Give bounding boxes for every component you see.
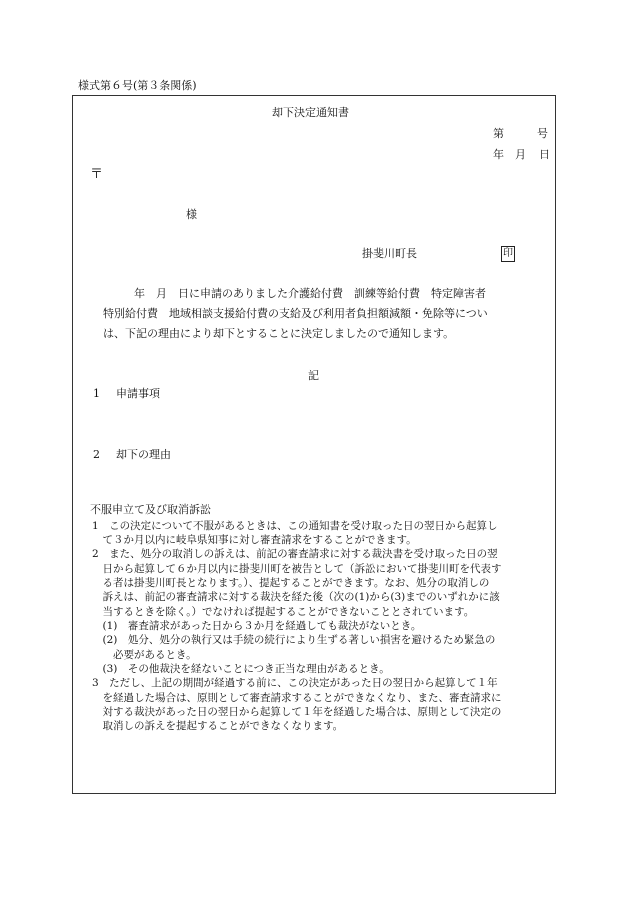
body-line-3: は、下記の理由により却下とすることに決定しましたので通知します。: [103, 327, 455, 340]
objection-line: (1) 審査請求があった日から３か月を経過しても裁決がないとき。: [92, 620, 422, 632]
objection-line: る者は掛斐川町長となります。）、提起することができます。なお、処分の取消しの: [92, 577, 490, 589]
objection-line: 必要があるとき。: [92, 649, 197, 661]
document-title: 却下決定通知書: [272, 106, 349, 119]
body-line-2: 特別給付費 地域相談支援給付費の支給及び利用者負担額減額・免除等につい: [103, 307, 488, 320]
postal-mark: 〒: [90, 167, 104, 182]
objection-line: を経過した場合は、原則として審査請求することができなくなり、また、審査請求に: [92, 692, 502, 704]
section-1-label: 申請事項: [116, 387, 160, 400]
objection-line: て３か月以内に岐阜県知事に対し審査請求をすることができます。: [92, 534, 417, 546]
date-year: 年: [493, 148, 504, 161]
objection-line: 3 ただし、上記の期間が経過する前に、この決定があった日の翌日から起算して１年: [92, 677, 498, 689]
addressee-suffix: 様: [186, 208, 197, 221]
objection-line: 1 この決定について不服があるときは、この通知書を受け取った日の翌日から起算し: [92, 520, 498, 532]
objection-line: 当するときを除く。）でなければ提起することができないこととされています。: [92, 606, 475, 618]
date-month: 月: [515, 148, 526, 161]
objection-line: 対する裁決があった日の翌日から起算して１年を経過した場合は、原則として決定の: [92, 706, 502, 718]
objection-line: 2 また、処分の取消しの訴えは、前記の審査請求に対する裁決書を受け取った日の翌: [92, 548, 498, 560]
objection-line: (3) その他裁決を経ないことにつき正当な理由があるとき。: [92, 663, 390, 675]
objection-title: 不服申立て及び取消訴訟: [90, 503, 211, 516]
doc-number-dai: 第: [493, 127, 504, 140]
section-2-num: 2: [93, 448, 100, 461]
date-day: 日: [539, 148, 550, 161]
issuer-name: 掛斐川町長: [362, 247, 417, 260]
objection-line: 取消しの訴えを提起することができなくなります。: [92, 720, 344, 732]
ki-heading: 記: [308, 369, 319, 382]
objection-line: 訴えは、前記の審査請求に対する裁決を経た後（次の(1)から(3)までのいずれかに該: [92, 591, 500, 603]
form-label: 様式第６号(第３条関係): [78, 79, 197, 92]
objection-line: (2) 処分、処分の執行又は手続の続行により生ずる著しい損害を避けるため緊急の: [92, 634, 496, 646]
seal-stamp: 印: [501, 246, 515, 262]
body-line-1: 年 月 日に申請のありました介護給付費 訓練等給付費 特定障害者: [134, 287, 486, 300]
section-1-num: 1: [93, 387, 100, 400]
section-2-label: 却下の理由: [116, 448, 171, 461]
objection-line: 日から起算して６か月以内に掛斐川町を被告として（訴訟において掛斐川町を代表す: [92, 563, 502, 575]
doc-number-go: 号: [537, 127, 548, 140]
